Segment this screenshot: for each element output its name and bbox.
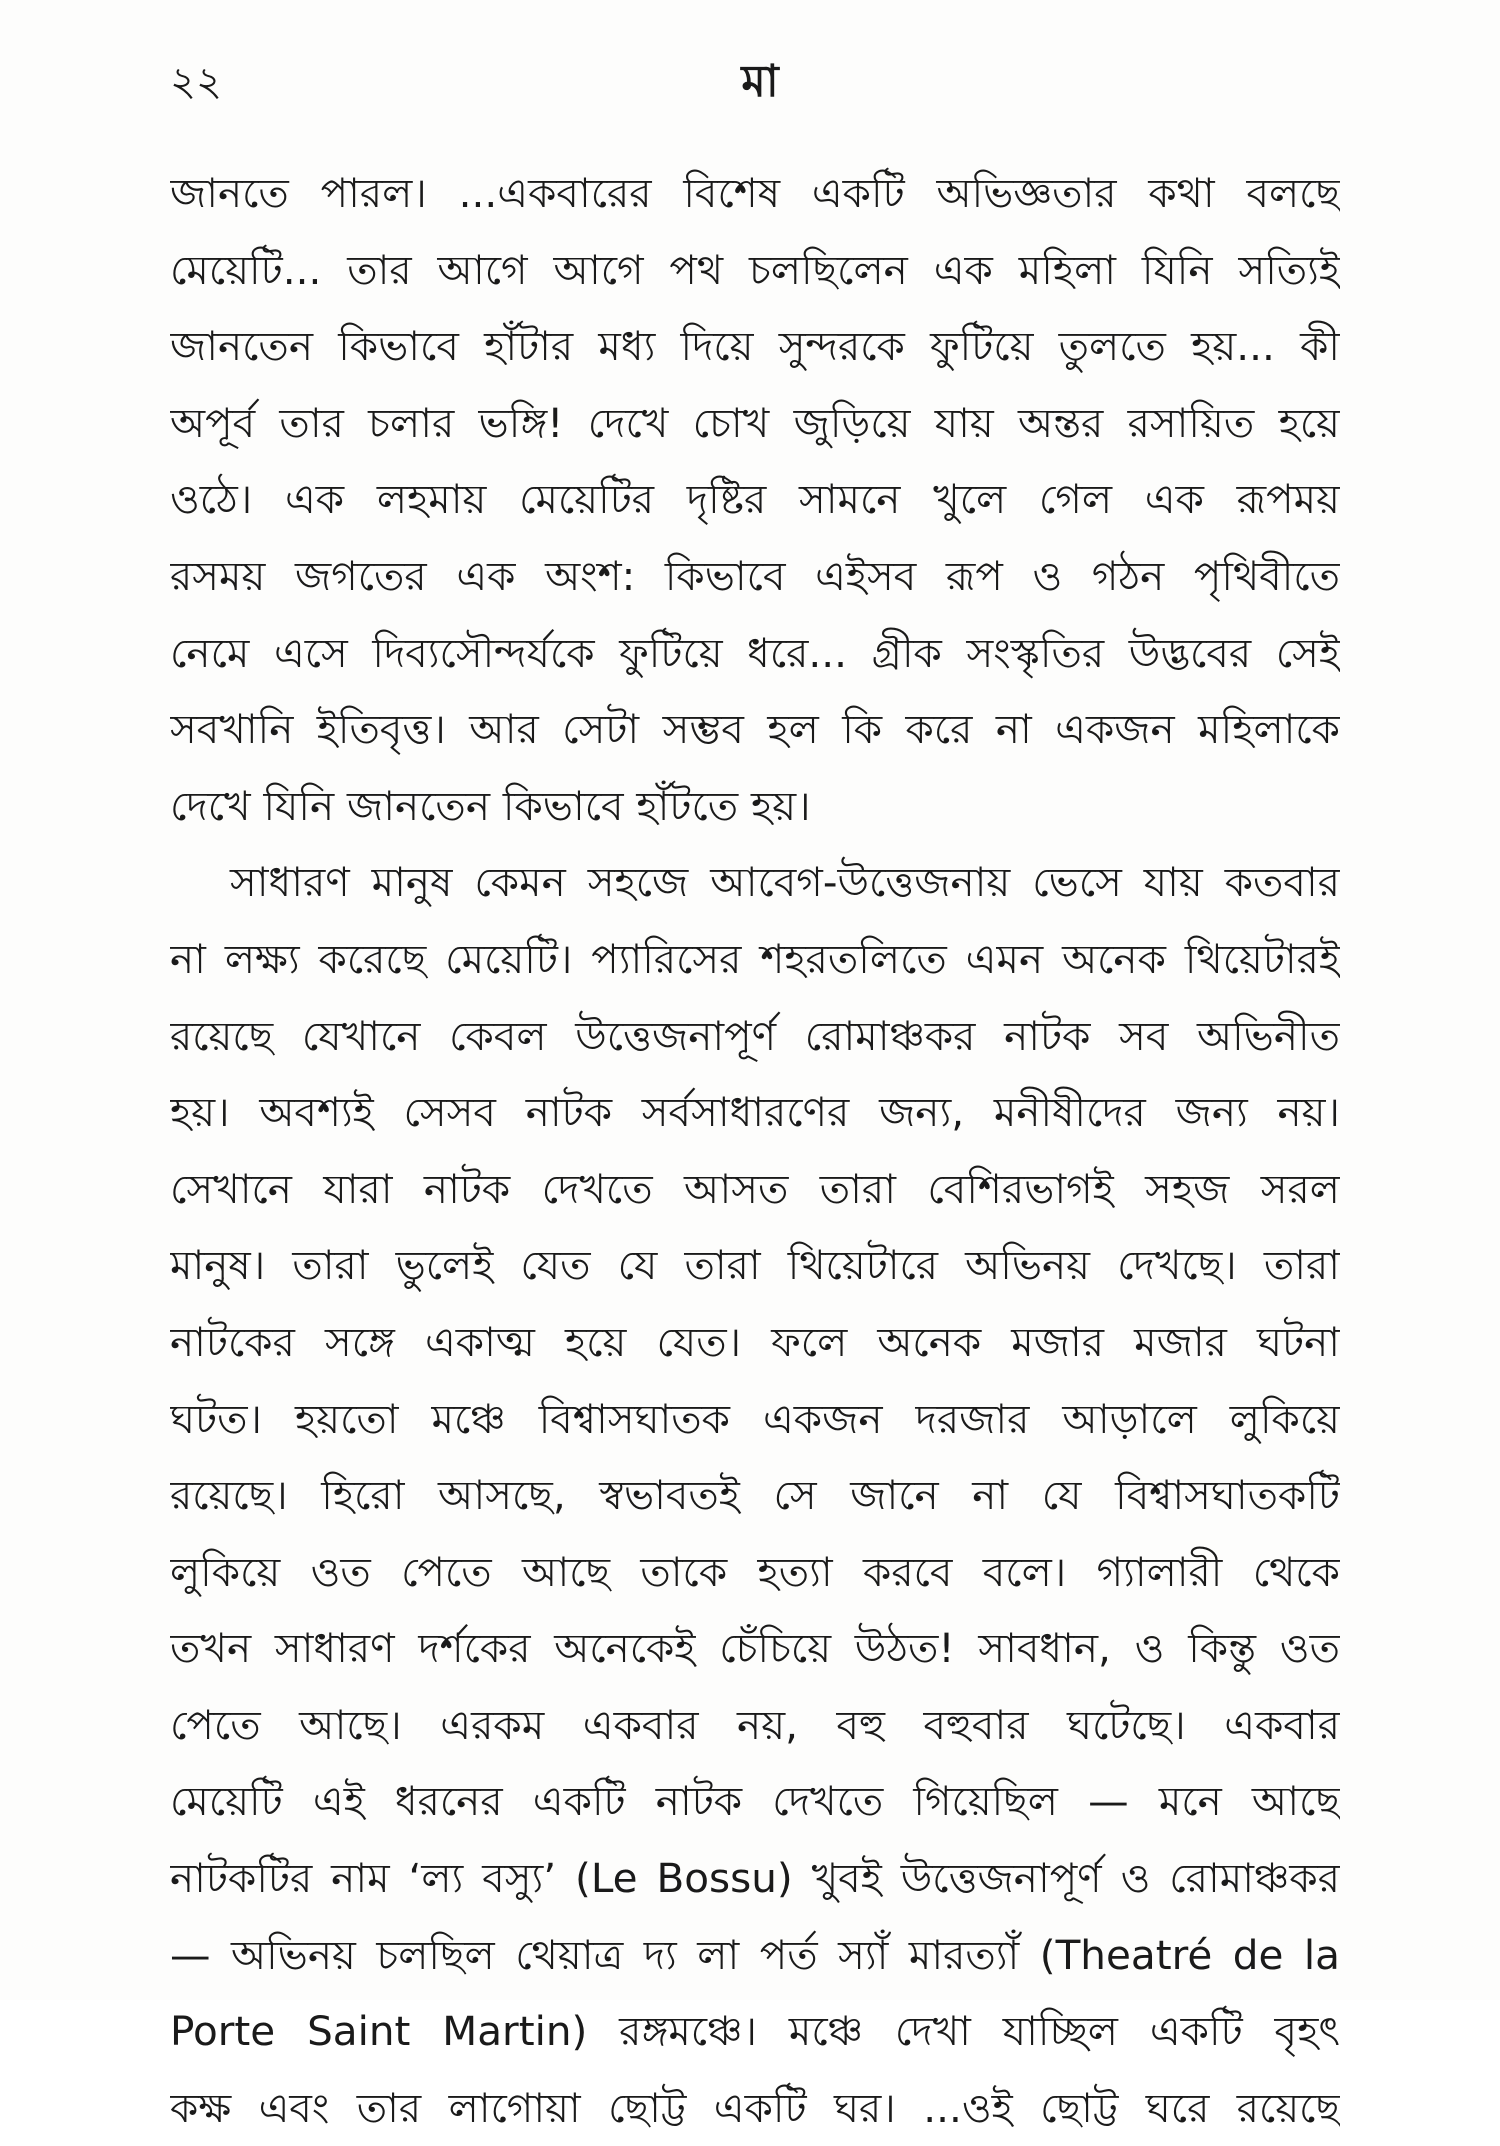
text-line: নেমে এসে দিব্যসৌন্দর্যকে ফুটিয়ে ধরে... গ্রীক সংস্কৃতির উদ্ভবের সেই	[170, 628, 1340, 677]
page-header	[170, 52, 1350, 122]
text-line: সবখানি ইতিবৃত্ত। আর সেটা সম্ভব হল কি করে না একজন মহিলাকে	[170, 705, 1340, 754]
text-line: অপূর্ব তার চলার ভঙ্গি! দেখে চোখ জুড়িয়ে যায় অন্তর রসায়িত হয়ে	[170, 398, 1340, 447]
text-line: Porte Saint Martin) রঙ্গমঞ্চে। মঞ্চে দেখা যাচ্ছিল একটি বৃহৎ	[170, 2007, 1340, 2056]
text-line: ঘটত। হয়তো মঞ্চে বিশ্বাসঘাতক একজন দরজার আড়ালে লুকিয়ে	[170, 1394, 1340, 1443]
page-number: ২২	[170, 59, 223, 105]
text-line: রয়েছে। হিরো আসছে, স্বভাবতই সে জানে না যে বিশ্বাসঘাতকটি	[170, 1471, 1340, 1520]
text-line: না লক্ষ্য করেছে মেয়েটি। প্যারিসের শহরতলিতে এমন অনেক থিয়েটারই	[170, 934, 1340, 983]
text-line: পেতে আছে। এরকম একবার নয়, বহু বহুবার ঘটেছে। একবার	[170, 1700, 1340, 1749]
text-line: মানুষ। তারা ভুলেই যেত যে তারা থিয়েটারে অভিনয় দেখছে। তারা	[170, 1241, 1340, 1290]
text-line: রয়েছে যেখানে কেবল উত্তেজনাপূর্ণ রোমাঞ্চকর নাটক সব অভিনীত	[170, 1011, 1340, 1060]
text-line: — অভিনয় চলছিল থেয়াত্র দ্য লা পর্ত স্যাঁ মারত্যাঁ (Theatré de la	[170, 1930, 1340, 1979]
text-line: নাটকের সঙ্গে একাত্ম হয়ে যেত। ফলে অনেক মজার মজার ঘটনা	[170, 1317, 1340, 1366]
text-line: কক্ষ এবং তার লাগোয়া ছোট্ট একটি ঘর। ...ওই ছোট্ট ঘরে রয়েছে	[170, 2083, 1340, 2132]
paragraph-start-line: সাধারণ মানুষ কেমন সহজে আবেগ-উত্তেজনায় ভেসে যায় কতবার	[230, 858, 1340, 907]
paragraph-end-line: দেখে যিনি জানতেন কিভাবে হাঁটতে হয়।	[170, 781, 811, 830]
running-title: মা	[741, 56, 779, 107]
text-line: জানতেন কিভাবে হাঁটার মধ্য দিয়ে সুন্দরকে ফুটিয়ে তুলতে হয়... কী	[170, 322, 1340, 371]
text-line: নাটকটির নাম ‘ল্য বস্যু’ (Le Bossu) খুবই উত্তেজনাপূর্ণ ও রোমাঞ্চকর	[170, 1854, 1340, 1903]
text-line: তখন সাধারণ দর্শকের অনেকেই চেঁচিয়ে উঠত! সাবধান, ও কিন্তু ওত	[170, 1624, 1340, 1673]
body-text	[170, 155, 1340, 2146]
text-line: হয়। অবশ্যই সেসব নাটক সর্বসাধারণের জন্য, মনীষীদের জন্য নয়।	[170, 1088, 1340, 1137]
text-line: লুকিয়ে ওত পেতে আছে তাকে হত্যা করবে বলে। গ্যালারী থেকে	[170, 1547, 1340, 1596]
text-line: মেয়েটি এই ধরনের একটি নাটক দেখতে গিয়েছিল — মনে আছে	[170, 1777, 1340, 1826]
text-line: ওঠে। এক লহমায় মেয়েটির দৃষ্টির সামনে খুলে গেল এক রূপময়	[170, 475, 1340, 524]
text-line: সেখানে যারা নাটক দেখতে আসত তারা বেশিরভাগই সহজ সরল	[170, 1164, 1340, 1213]
text-line: মেয়েটি... তার আগে আগে পথ চলছিলেন এক মহিলা যিনি সত্যিই	[170, 245, 1340, 294]
text-line: জানতে পারল। ...একবারের বিশেষ একটি অভিজ্ঞতার কথা বলছে	[170, 169, 1340, 217]
text-line: রসময় জগতের এক অংশ: কিভাবে এইসব রূপ ও গঠন পৃথিবীতে	[170, 551, 1340, 600]
